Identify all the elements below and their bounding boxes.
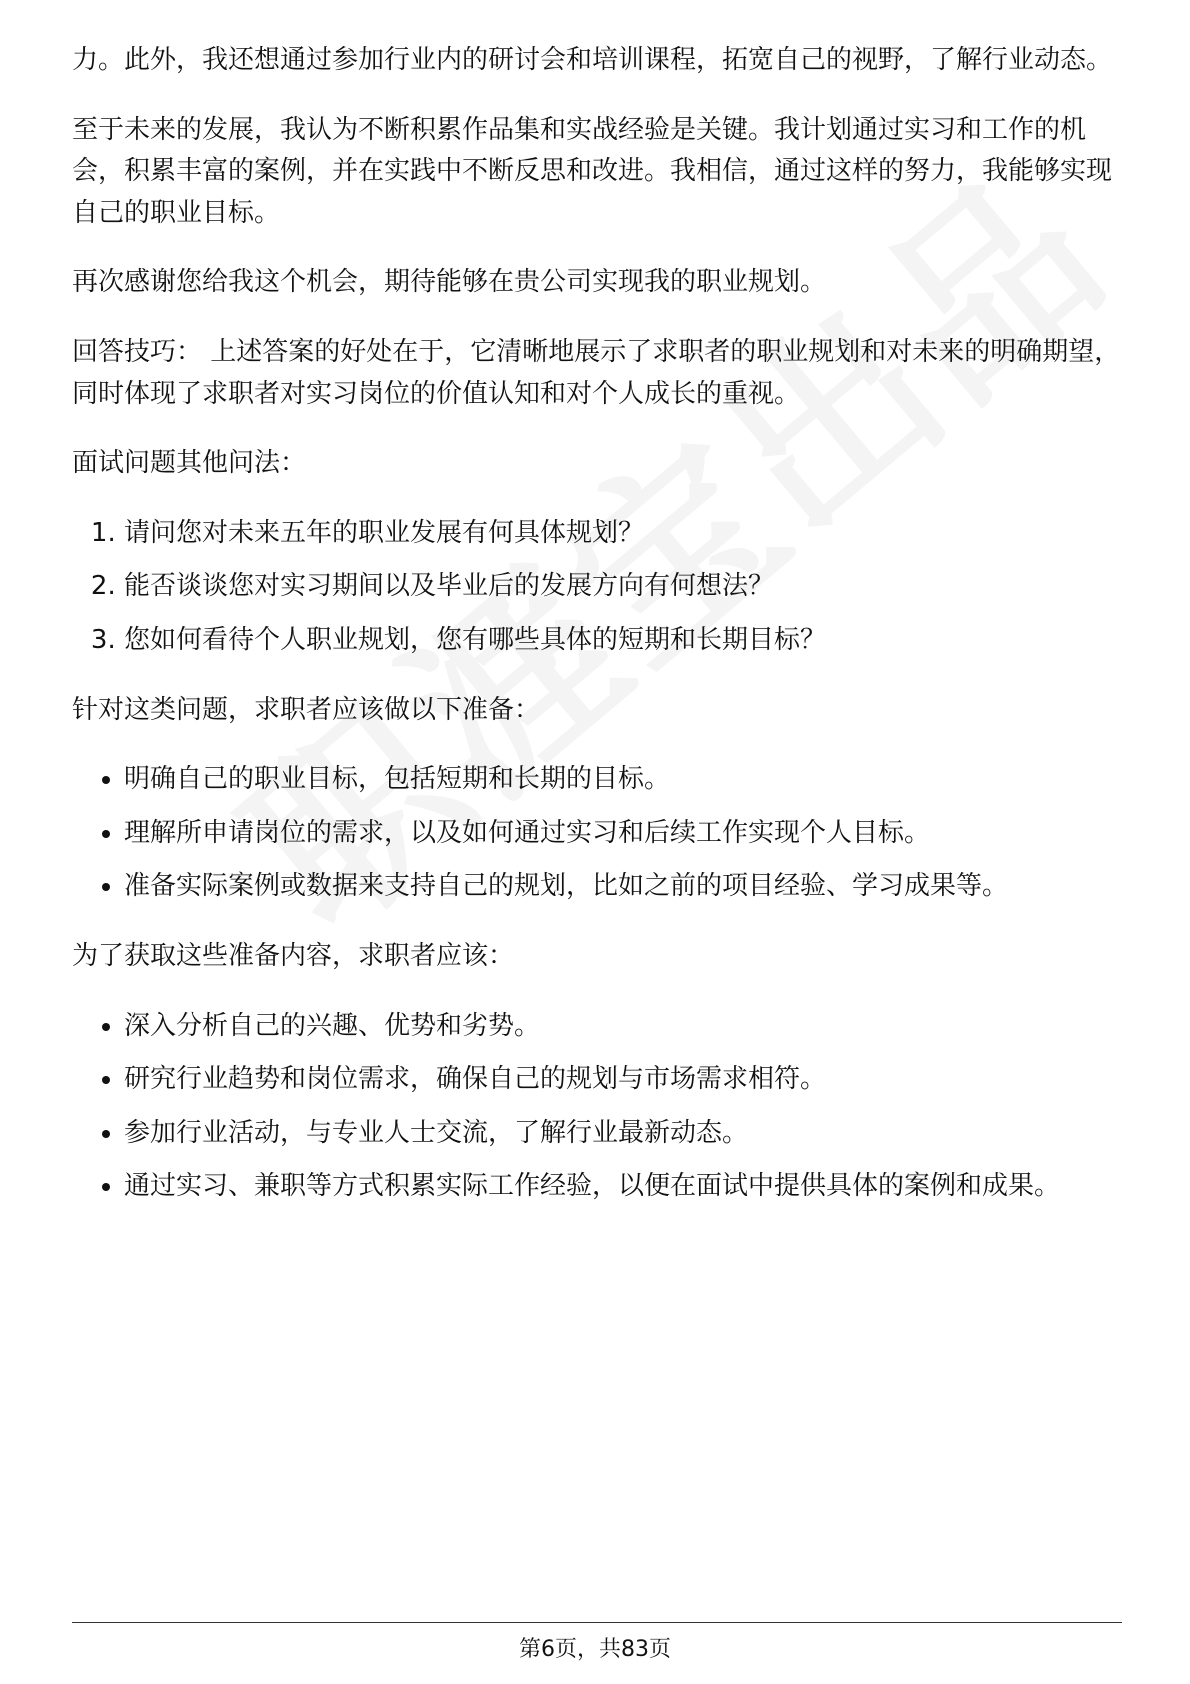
obtain-heading: 为了获取这些准备内容，求职者应该： [72,940,515,971]
list-item: 1. 请问您对未来五年的职业发展有何具体规划？ [124,513,1122,555]
document-body [72,40,1122,1236]
list-item: • 明确自己的职业目标，包括短期和长期的目标。 [124,759,1122,801]
other-questions-heading: 面试问题其他问法： [72,448,307,479]
list-item: • 通过实习、兼职等方式积累实际工作经验，以便在面试中提供具体的案例和成果。 [124,1166,1122,1208]
preparation-heading: 针对这类问题，求职者应该做以下准备： [72,694,541,725]
list-item: 3. 您如何看待个人职业规划，您有哪些具体的短期和长期目标？ [124,620,1122,662]
list-item: • 深入分析自己的兴趣、优势和劣势。 [124,1006,1122,1048]
page-number: 第6页，共83页 [519,1637,671,1662]
list-item: • 准备实际案例或数据来支持自己的规划，比如之前的项目经验、学习成果等。 [124,866,1122,908]
answer-tips: 回答技巧： 上述答案的好处在于，它清晰地展示了求职者的职业规划和对未来的明确期望，同时体现了求职者对实习岗位的价值认知和对个人成长的重视。 [72,336,1121,409]
footer-divider [72,1622,1122,1623]
list-item: • 参加行业活动，与专业人士交流，了解行业最新动态。 [124,1113,1122,1155]
paragraph-3: 再次感谢您给我这个机会，期待能够在贵公司实现我的职业规划。 [72,267,827,298]
preparation-list [72,759,1122,908]
list-item: 2. 能否谈谈您对实习期间以及毕业后的发展方向有何想法？ [124,566,1122,608]
paragraph-2: 至于未来的发展，我认为不断积累作品集和实战经验是关键。我计划通过实习和工作的机会，积累丰富的案例，并在实践中不断反思和改进。我相信，通过这样的努力，我能够实现自己的职业目标。 [72,114,1113,228]
obtain-list [72,1006,1122,1208]
list-item: • 理解所申请岗位的需求，以及如何通过实习和后续工作实现个人目标。 [124,813,1122,855]
paragraph-1: 力。此外，我还想通过参加行业内的研讨会和培训课程，拓宽自己的视野，了解行业动态。 [72,45,1113,75]
list-item: • 研究行业趋势和岗位需求，确保自己的规划与市场需求相符。 [124,1059,1122,1101]
other-questions-list [72,513,1122,662]
